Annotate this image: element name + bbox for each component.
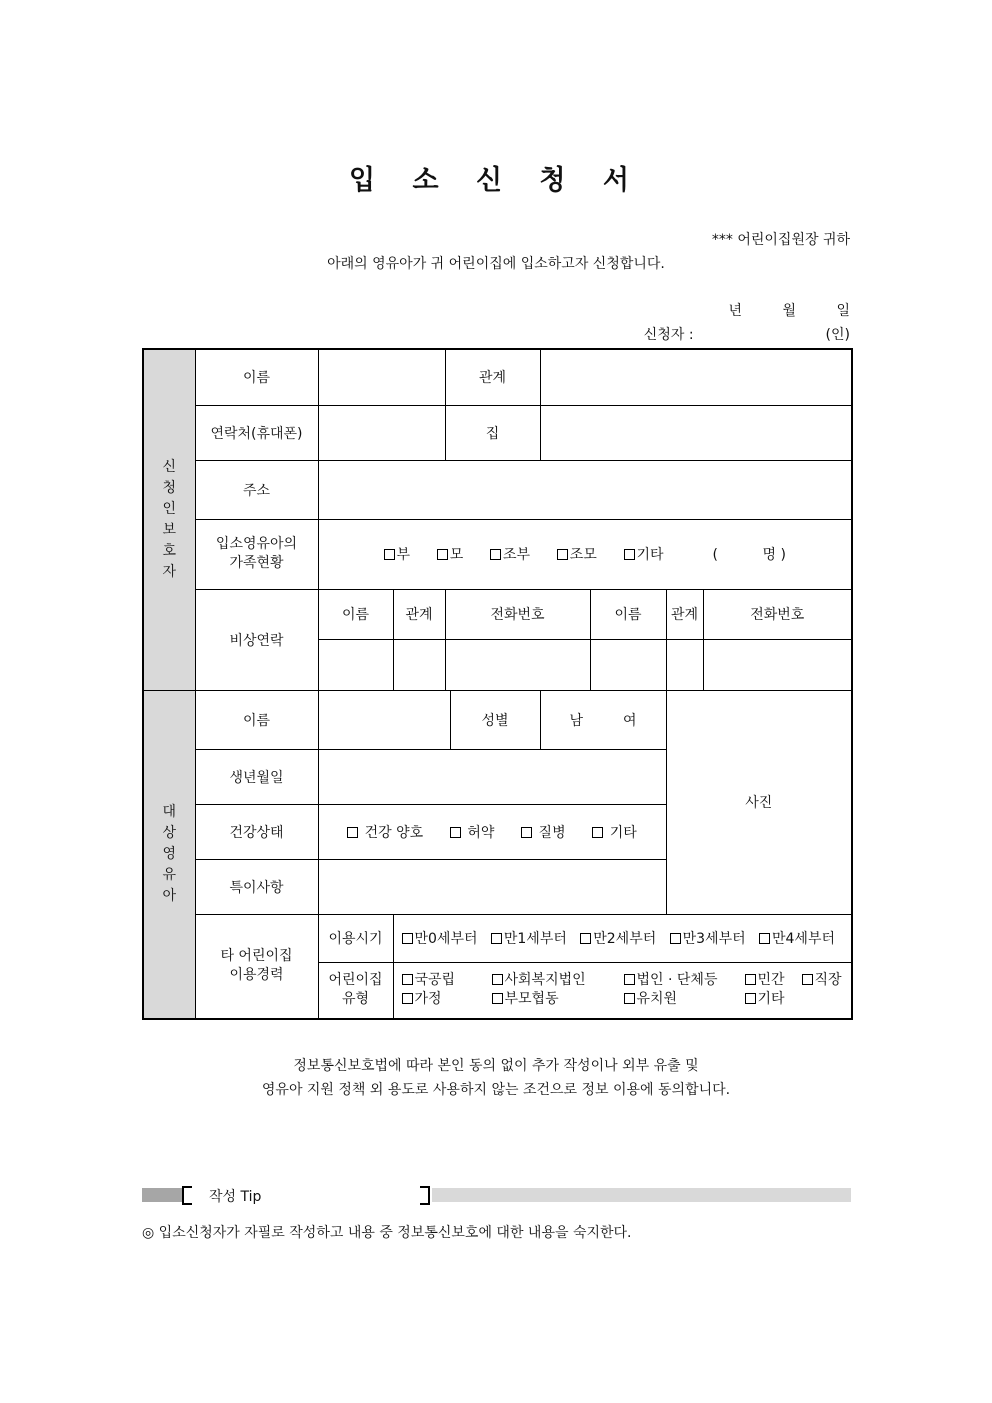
child-section-label: 대 상 영 유 아: [143, 690, 195, 1019]
checkbox-coop[interactable]: 부모협동: [492, 990, 559, 1009]
em-relation-header-2: 관계: [666, 589, 703, 639]
checkbox-kindergarten[interactable]: 유치원: [624, 990, 678, 1009]
checkbox-family-other[interactable]: 기타: [624, 547, 664, 563]
guardian-contact-field[interactable]: [318, 405, 445, 460]
checkbox-type-other[interactable]: 기타: [745, 990, 785, 1009]
start-age-options: [393, 914, 852, 962]
applicant-line: [644, 324, 850, 344]
page-title: 입 소 신 청 서: [348, 165, 643, 196]
birth-field[interactable]: [318, 749, 666, 804]
em-name-field-1[interactable]: [318, 639, 393, 690]
gender-field[interactable]: [540, 690, 666, 749]
guardian-relation-field[interactable]: [540, 349, 852, 405]
em-name-header-1: 이름: [318, 589, 393, 639]
photo-box[interactable]: 사진: [666, 690, 852, 914]
intro-text: 아래의 영유아가 귀 어린이집에 입소하고자 신청합니다.: [327, 256, 665, 272]
special-notes-label: 특이사항: [195, 859, 318, 914]
start-age-label: 이용시기: [318, 914, 393, 962]
checkbox-health-other[interactable]: 기타: [592, 825, 637, 841]
daycare-history-label: 타 어린이집 이용경력: [195, 914, 318, 1019]
gender-male[interactable]: 남: [569, 712, 583, 729]
em-relation-field-2[interactable]: [666, 639, 703, 690]
checkbox-health-good[interactable]: 건강 양호: [347, 825, 423, 841]
month-label: 월: [782, 303, 797, 319]
em-phone-header-2: 전화번호: [703, 589, 852, 639]
checkbox-grandmother[interactable]: 조모: [557, 547, 597, 563]
special-notes-field[interactable]: [318, 859, 666, 914]
year-label: 년: [728, 303, 743, 319]
application-form-table: [142, 348, 853, 1020]
checkbox-age2[interactable]: 만2세부터: [580, 931, 656, 947]
tip-bar: [142, 1186, 851, 1205]
checkbox-health-weak[interactable]: 허약: [450, 825, 495, 841]
em-name-field-2[interactable]: [590, 639, 666, 690]
guardian-home-field[interactable]: [540, 405, 852, 460]
checkbox-workplace[interactable]: 직장: [802, 971, 842, 990]
address-label: 주소: [195, 460, 318, 519]
gender-female[interactable]: 여: [623, 712, 637, 729]
guardian-home-label: 집: [445, 405, 540, 460]
seal-label: (인): [825, 327, 850, 343]
address-field[interactable]: [318, 460, 852, 519]
child-name-field[interactable]: [318, 690, 450, 749]
tip-label: 작성 Tip: [209, 1189, 262, 1205]
checkbox-age4[interactable]: 만4세부터: [759, 931, 835, 947]
daycare-type-label: 어린이집 유형: [318, 962, 393, 1019]
applicant-label: 신청자 :: [643, 327, 694, 343]
checkbox-welfare-corp[interactable]: 사회복지법인: [492, 971, 586, 990]
em-relation-header-1: 관계: [393, 589, 445, 639]
family-status-options: [318, 519, 852, 589]
health-label: 건강상태: [195, 804, 318, 859]
date-line: [693, 300, 851, 320]
health-options: [318, 804, 666, 859]
daycare-type-options: [393, 962, 852, 1019]
emergency-label: 비상연락: [195, 589, 318, 690]
em-phone-field-2[interactable]: [703, 639, 852, 690]
em-name-header-2: 이름: [590, 589, 666, 639]
gender-label: 성별: [450, 690, 540, 749]
guardian-contact-label: 연락처(휴대폰): [195, 405, 318, 460]
consent-text: 정보통신보호법에 따라 본인 동의 없이 추가 작성이나 외부 유출 및 영유아 지원 정책 외 용도로 사용하지 않는 조건으로 정보 이용에 동의합니다.: [261, 1058, 731, 1098]
checkbox-grandfather[interactable]: 조부: [490, 547, 530, 563]
checkbox-father[interactable]: 부: [384, 547, 411, 563]
em-phone-header-1: 전화번호: [445, 589, 590, 639]
tip-note: ◎ 입소신청자가 자필로 작성하고 내용 중 정보통신보호에 대한 내용을 숙지한다.: [142, 1225, 632, 1241]
guardian-name-field[interactable]: [318, 349, 445, 405]
checkbox-age0[interactable]: 만0세부터: [402, 931, 478, 947]
checkbox-public[interactable]: 국공립: [402, 971, 456, 990]
addressee: *** 어린이집원장 귀하: [711, 232, 850, 248]
em-relation-field-1[interactable]: [393, 639, 445, 690]
checkbox-mother[interactable]: 모: [437, 547, 464, 563]
checkbox-private[interactable]: 민간: [745, 971, 785, 990]
checkbox-age1[interactable]: 만1세부터: [491, 931, 567, 947]
day-label: 일: [836, 303, 850, 319]
birth-label: 생년월일: [195, 749, 318, 804]
guardian-section-label: 신 청 인 보 호 자: [143, 349, 195, 690]
checkbox-health-disease[interactable]: 질병: [521, 825, 566, 841]
guardian-relation-label: 관계: [445, 349, 540, 405]
guardian-name-label: 이름: [195, 349, 318, 405]
checkbox-age3[interactable]: 만3세부터: [670, 931, 746, 947]
em-phone-field-1[interactable]: [445, 639, 590, 690]
family-status-label: 입소영유아의 가족현황: [195, 519, 318, 589]
checkbox-corp-org[interactable]: 법인 · 단체등: [624, 971, 718, 990]
checkbox-home[interactable]: 가정: [402, 990, 442, 1009]
family-count: ( 명 ): [712, 547, 786, 563]
child-name-label: 이름: [195, 690, 318, 749]
